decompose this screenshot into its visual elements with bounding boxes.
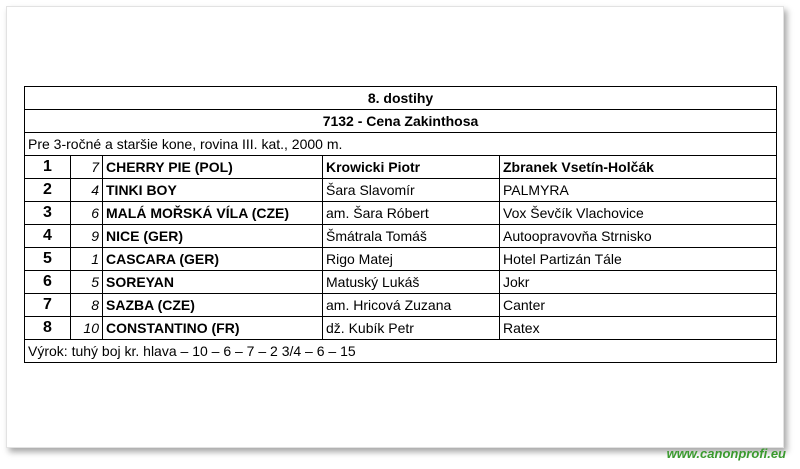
owner-name: Canter	[500, 294, 777, 317]
horse-name: CASCARA (GER)	[103, 248, 323, 271]
owner-name: Zbranek Vsetín-Holčák	[500, 156, 777, 179]
start-number: 4	[71, 179, 103, 202]
start-number: 6	[71, 202, 103, 225]
race-verdict: Výrok: tuhý boj kr. hlava – 10 – 6 – 7 – 2 3/4 – 6 – 15	[25, 340, 777, 363]
owner-name: Ratex	[500, 317, 777, 340]
owner-name: Jokr	[500, 271, 777, 294]
result-row	[25, 202, 777, 225]
jockey-name: Matuský Lukáš	[323, 271, 500, 294]
jockey-name: Šara Slavomír	[323, 179, 500, 202]
owner-name: Autoopravovňa Strnisko	[500, 225, 777, 248]
horse-name: CHERRY PIE (POL)	[103, 156, 323, 179]
watermark: www.canonprofi.eu	[666, 446, 786, 461]
start-number: 8	[71, 294, 103, 317]
result-row	[25, 271, 777, 294]
result-row	[25, 248, 777, 271]
finish-position: 6	[25, 271, 71, 294]
horse-name: NICE (GER)	[103, 225, 323, 248]
jockey-name: Šmátrala Tomáš	[323, 225, 500, 248]
finish-position: 5	[25, 248, 71, 271]
finish-position: 8	[25, 317, 71, 340]
horse-name: CONSTANTINO (FR)	[103, 317, 323, 340]
jockey-name: dž. Kubík Petr	[323, 317, 500, 340]
horse-name: SOREYAN	[103, 271, 323, 294]
race-name: 7132 - Cena Zakinthosa	[25, 110, 777, 133]
finish-position: 4	[25, 225, 71, 248]
finish-position: 7	[25, 294, 71, 317]
owner-name: Vox Ševčík Vlachovice	[500, 202, 777, 225]
race-conditions: Pre 3-ročné a staršie kone, rovina III. kat., 2000 m.	[25, 133, 777, 156]
owner-name: PALMYRA	[500, 179, 777, 202]
result-row	[25, 317, 777, 340]
race-results-table	[24, 86, 777, 363]
result-row	[25, 294, 777, 317]
start-number: 9	[71, 225, 103, 248]
start-number: 10	[71, 317, 103, 340]
start-number: 1	[71, 248, 103, 271]
finish-position: 3	[25, 202, 71, 225]
finish-position: 1	[25, 156, 71, 179]
result-row	[25, 225, 777, 248]
jockey-name: am. Hricová Zuzana	[323, 294, 500, 317]
race-number-title: 8. dostihy	[25, 87, 777, 110]
jockey-name: am. Šara Róbert	[323, 202, 500, 225]
start-number: 5	[71, 271, 103, 294]
start-number: 7	[71, 156, 103, 179]
horse-name: MALÁ MOŘSKÁ VÍLA (CZE)	[103, 202, 323, 225]
horse-name: SAZBA (CZE)	[103, 294, 323, 317]
jockey-name: Krowicki Piotr	[323, 156, 500, 179]
finish-position: 2	[25, 179, 71, 202]
owner-name: Hotel Partizán Tále	[500, 248, 777, 271]
horse-name: TINKI BOY	[103, 179, 323, 202]
jockey-name: Rigo Matej	[323, 248, 500, 271]
result-row	[25, 179, 777, 202]
result-row	[25, 156, 777, 179]
